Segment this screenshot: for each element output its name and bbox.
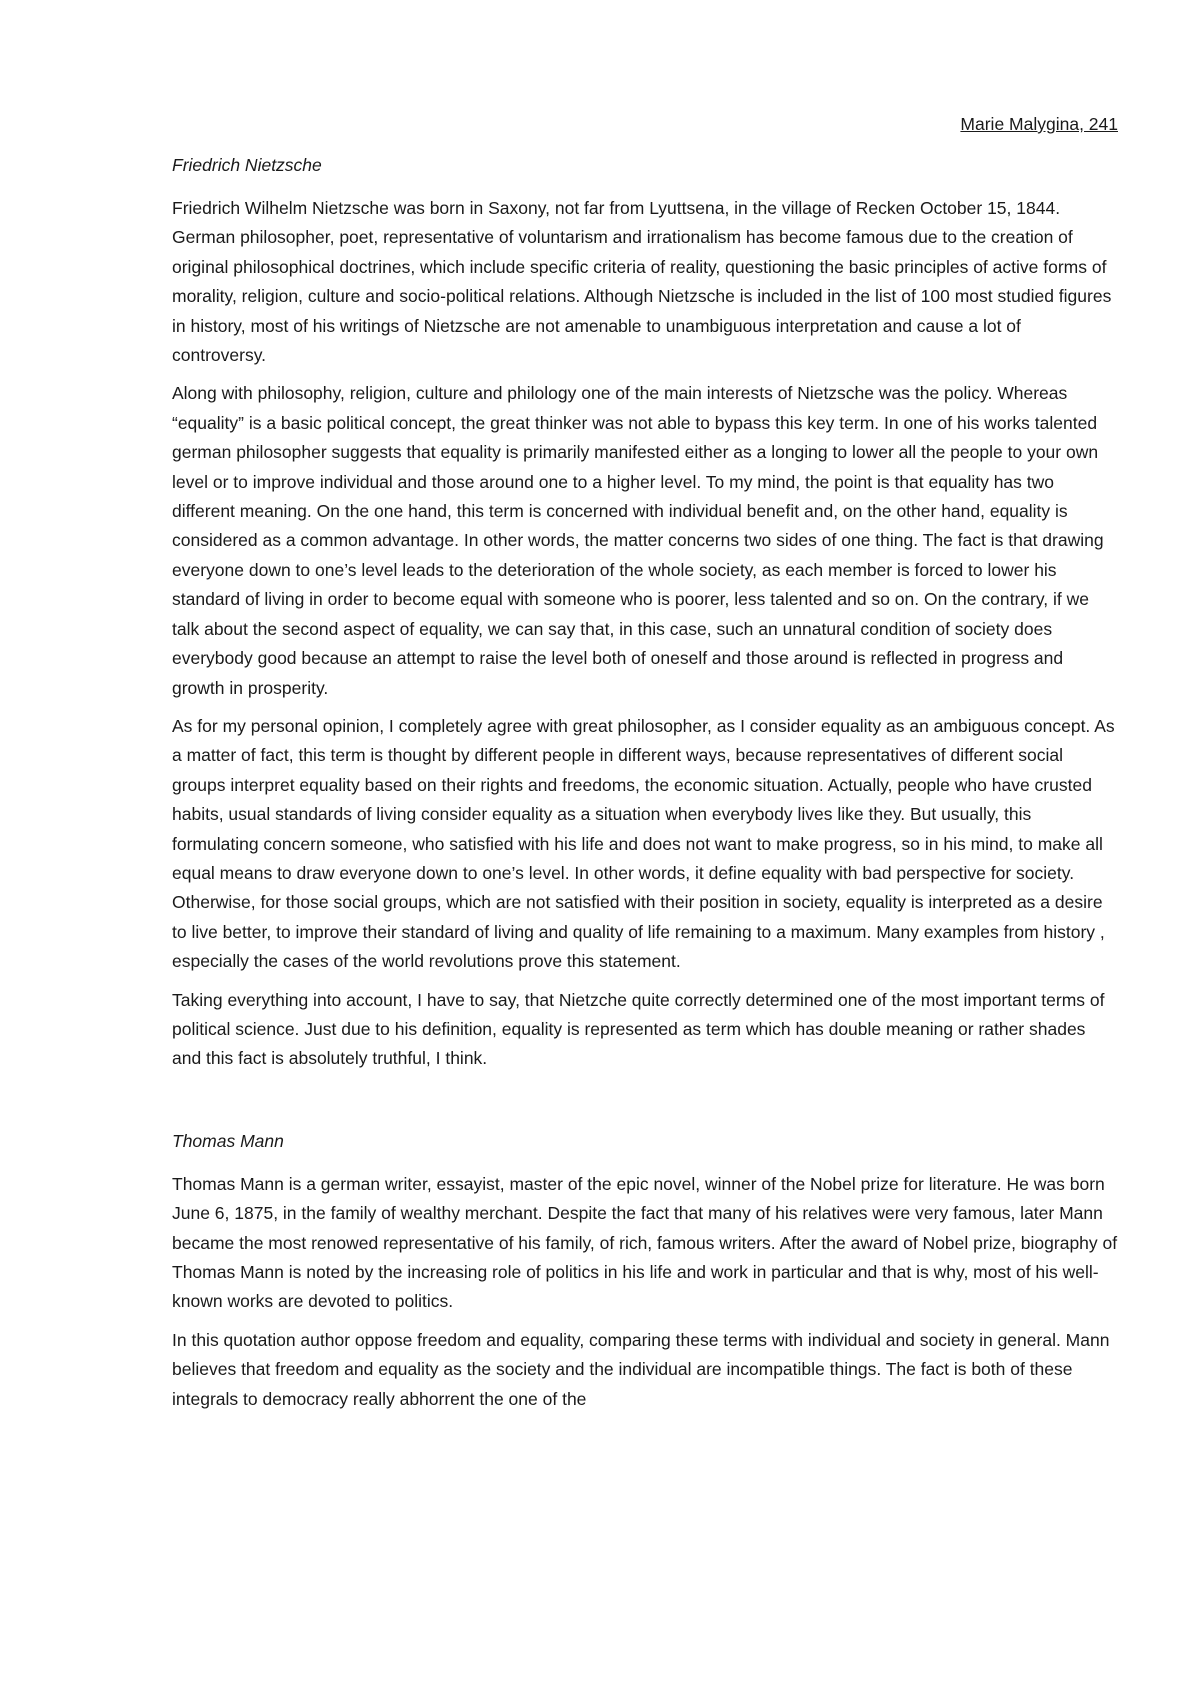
author-header: Marie Malygina, 241 xyxy=(960,114,1118,134)
document-page xyxy=(172,112,1118,1414)
nietzsche-paragraph-1: Friedrich Wilhelm Nietzsche was born in Saxony, not far from Lyuttsena, in the village of Recken October 15, 1844. German philosopher, poet, representative of voluntarism and irrationalism has become famous due to the creation of original philosophical doctrines, which include specific criteria of reality, questioning the basic principles of active forms of morality, religion, culture and socio-political relations. Although Nietzsche is included in the list of 100 most studied figures in history, most of his writings of Nietzsche are not amenable to unambiguous interpretation and cause a lot of controversy. xyxy=(172,198,1112,366)
nietzsche-paragraph-3: As for my personal opinion, I completely agree with great philosopher, as I consider equality as an ambiguous concept. As a matter of fact, this term is thought by different people in different ways, because representatives of different social groups interpret equality based on their rights and freedoms, the economic situation. Actually, people who have crusted habits, usual standards of living consider equality as a situation when everybody lives like they. But usually, this formulating concern someone, who satisfied with his life and does not want to make progress, so in his mind, to make all equal means to draw everyone down to one’s level. In other words, it define equality with bad perspective for society. Otherwise, for those social groups, which are not satisfied with their position in society, equality is interpreted as a desire to live better, to improve their standard of living and quality of life remaining to a maximum. Many examples from history , especially the cases of the world revolutions prove this statement. xyxy=(172,715,1115,972)
section-title-nietzsche: Friedrich Nietzsche xyxy=(172,155,322,175)
mann-paragraph-1: Thomas Mann is a german writer, essayist, master of the epic novel, winner of the Nobel prize for literature. He was born June 6, 1875, in the family of wealthy merchant. Despite the fact that many of his relatives were very famous, later Mann became the most renowed representative of his family, of rich, famous writers. After the award of Nobel prize, biography of Thomas Mann is noted by the increasing role of politics in his life and work in particular and that is why, most of his well-known works are devoted to politics. xyxy=(172,1173,1118,1312)
section-title-mann: Thomas Mann xyxy=(172,1130,284,1151)
mann-paragraph-2: In this quotation author oppose freedom and equality, comparing these terms with individual and society in general. Mann believes that freedom and equality as the society and the individual are incompatible things. The fact is both of these integrals to democracy really abhorrent the one of the xyxy=(172,1329,1110,1409)
nietzsche-paragraph-2: Along with philosophy, religion, culture and philology one of the main interests of Nietzsche was the policy. Whereas “equality” is a basic political concept, the great thinker was not able to bypass this key term. In one of his works talented german philosopher suggests that equality is primarily manifested either as a longing to lower all the people to your own level or to improve individual and those around one to a higher level. To my mind, the point is that equality has two different meaning. On the one hand, this term is concerned with individual benefit and, on the other hand, equality is considered as a common advantage. In other words, the matter concerns two sides of one thing. The fact is that drawing everyone down to one’s level leads to the deterioration of the whole society, as each member is forced to lower his standard of living in order to become equal with someone who is poorer, less talented and so on. On the contrary, if we talk about the second aspect of equality, we can say that, in this case, such an unnatural condition of society does everybody good because an attempt to raise the level both of oneself and those around is reflected in progress and growth in prosperity. xyxy=(172,383,1104,698)
nietzsche-paragraph-4: Taking everything into account, I have to say, that Nietzche quite correctly determined one of the most important terms of political science. Just due to his definition, equality is represented as term which has double meaning or rather shades and this fact is absolutely truthful, I think. xyxy=(172,989,1105,1069)
